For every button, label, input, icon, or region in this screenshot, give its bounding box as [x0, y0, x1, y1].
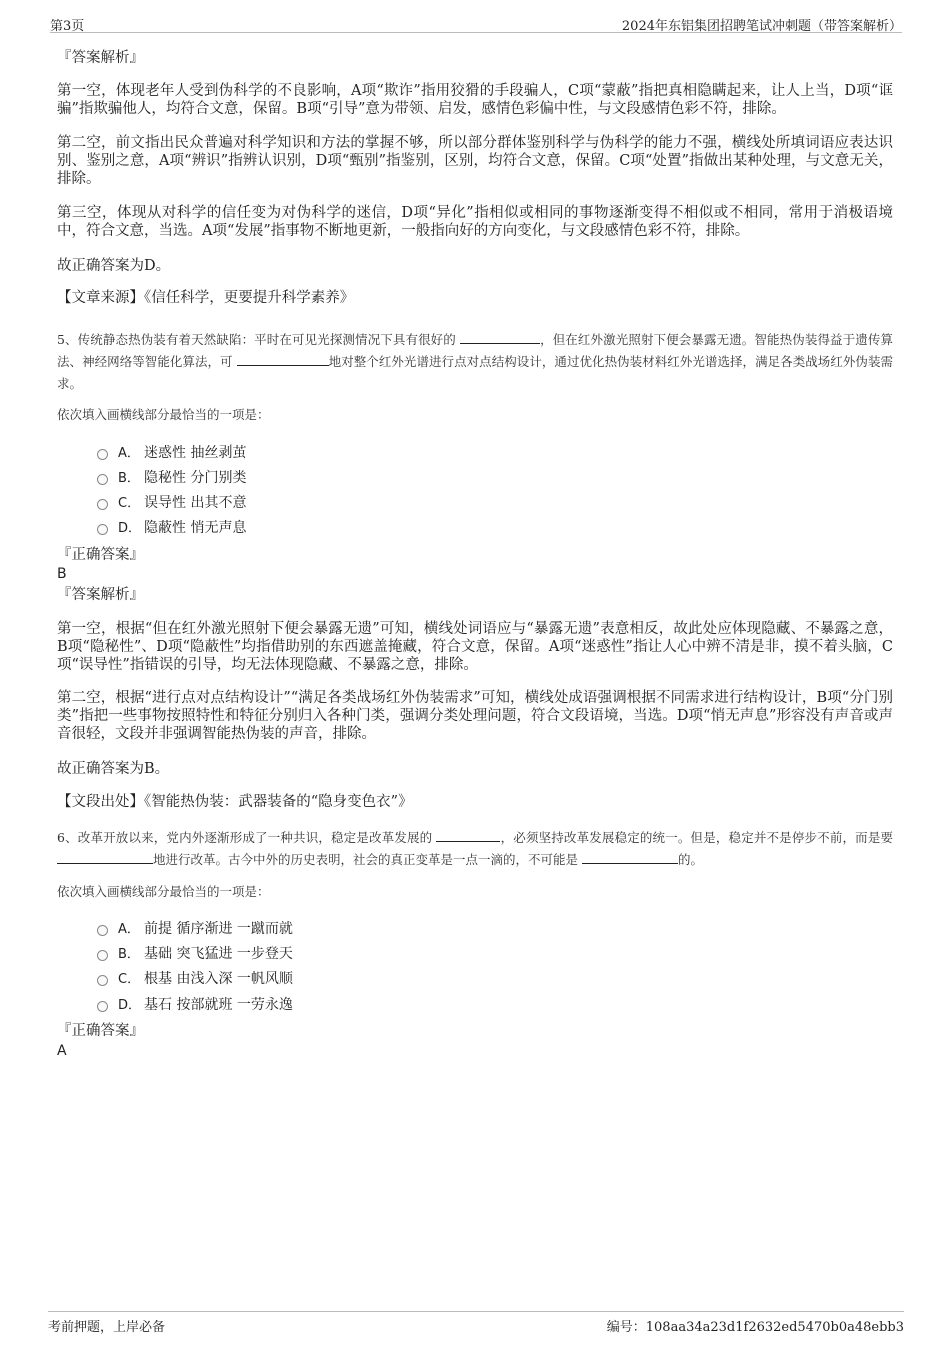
fill-blank [237, 352, 329, 366]
document-id: 编号：108aa34a23d1f2632ed5470b0a48ebb3 [606, 1320, 904, 1335]
radio-icon[interactable] [97, 950, 108, 961]
option-c[interactable]: C． 误导性 出其不意 [97, 492, 246, 512]
option-a[interactable]: A． 迷惑性 抽丝剥茧 [97, 442, 246, 462]
conclusion: 故正确答案为D。 [57, 258, 171, 274]
radio-icon[interactable] [97, 499, 108, 510]
answer-heading: 『正确答案』 [57, 547, 144, 563]
question-5-stem: 5、传统静态热伪装有着天然缺陷：平时在可见光探测情况下具有很好的 ，但在红外激光照射下便会暴露无遗。智能热伪装得益于遗传算法、神经网络等智能化算法，可 地对整个红外光谱进行点对点结构设计，通过优化热伪装材料红外光谱选择，满足各类战场红外伪装需求。 [57, 332, 893, 391]
page-header [50, 10, 902, 33]
question-prompt: 依次填入画横线部分最恰当的一项是： [57, 884, 270, 899]
radio-icon[interactable] [97, 474, 108, 485]
option-c[interactable]: C． 根基 由浅入深 一帆风顺 [97, 968, 293, 988]
analysis-paragraph: 第三空，体现从对科学的信任变为对伪科学的迷信，D项“异化”指相似或相同的事物逐渐变得不相似或不相同，常用于消极语境中，符合文意，当选。A项“发展”指事物不断地更新，一般指向好的方向变化，与文段感情色彩不符，排除。 [57, 205, 893, 239]
radio-icon[interactable] [97, 975, 108, 986]
option-b[interactable]: B． 基础 突飞猛进 一步登天 [97, 943, 293, 963]
answer-heading: 『正确答案』 [57, 1023, 144, 1039]
analysis-paragraph: 第二空，根据“进行点对点结构设计”“满足各类战场红外伪装需求”可知，横线处成语强调根据不同需求进行结构设计，B项“分门别类”指把一些事物按照特性和特征分别归入各种门类，强调分类处理问题，符合文段语境，当选。D项“悄无声息”形容没有声音或声音很轻，文段并非强调智能热伪装的声音，排除。 [57, 690, 893, 742]
document-title: 2024年东铝集团招聘笔试冲刺题（带答案解析） [621, 19, 902, 34]
analysis-heading: 『答案解析』 [57, 50, 144, 66]
option-a[interactable]: A． 前提 循序渐进 一蹴而就 [97, 918, 293, 938]
option-d[interactable]: D． 基石 按部就班 一劳永逸 [97, 994, 293, 1014]
fill-blank [582, 850, 678, 864]
correct-answer: A [57, 1043, 67, 1059]
radio-icon[interactable] [97, 1001, 108, 1012]
footer-slogan: 考前押题，上岸必备 [48, 1320, 166, 1335]
option-d[interactable]: D． 隐蔽性 悄无声息 [97, 517, 246, 537]
question-prompt: 依次填入画横线部分最恰当的一项是： [57, 407, 270, 422]
article-source: 【文段出处】《智能热伪装：武器装备的“隐身变色衣”》 [57, 794, 413, 810]
radio-icon[interactable] [97, 524, 108, 535]
fill-blank [460, 330, 540, 344]
article-source: 【文章来源】《信任科学，更要提升科学素养》 [57, 290, 355, 306]
page-number: 第3页 [50, 19, 85, 34]
radio-icon[interactable] [97, 925, 108, 936]
analysis-paragraph: 第一空，体现老年人受到伪科学的不良影响，A项“欺诈”指用狡猾的手段骗人，C项“蒙蔽”指把真相隐瞒起来，让人上当，D项“诓骗”指欺骗他人，均符合文意，保留。B项“引导”意为带领、启发，感情色彩偏中性，与文段感情色彩不符，排除。 [57, 83, 893, 117]
conclusion: 故正确答案为B。 [57, 761, 170, 777]
correct-answer: B [57, 566, 67, 582]
option-b[interactable]: B． 隐秘性 分门别类 [97, 467, 246, 487]
page-footer [48, 1311, 904, 1336]
fill-blank [57, 850, 153, 864]
analysis-paragraph: 第一空，根据“但在红外激光照射下便会暴露无遗”可知，横线处词语应与“暴露无遗”表意相反，故此处应体现隐藏、不暴露之意，B项“隐秘性”、D项“隐蔽性”均指借助别的东西遮盖掩藏，符合文意，保留。A项“迷惑性”指让人心中辨不清是非，摸不着头脑，C项“误导性”指错误的引导，均无法体现隐藏、不暴露之意，排除。 [57, 621, 893, 673]
question-6-stem: 6、改革开放以来，党内外逐渐形成了一种共识，稳定是改革发展的 ，必须坚持改革发展稳定的统一。但是，稳定并不是停步不前，而是要 地进行改革。古今中外的历史表明，社会的真正变革是一点一滴的，不可能是 的。 [57, 830, 893, 867]
radio-icon[interactable] [97, 449, 108, 460]
analysis-heading: 『答案解析』 [57, 587, 144, 603]
analysis-paragraph: 第二空，前文指出民众普遍对科学知识和方法的掌握不够，所以部分群体鉴别科学与伪科学的能力不强，横线处所填词语应表达识别、鉴别之意，A项“辨识”指辨认识别，D项“甄别”指鉴别，区别，均符合文意，保留。C项“处置”指做出某种处理，与文意无关，排除。 [57, 135, 893, 187]
fill-blank [436, 828, 500, 842]
